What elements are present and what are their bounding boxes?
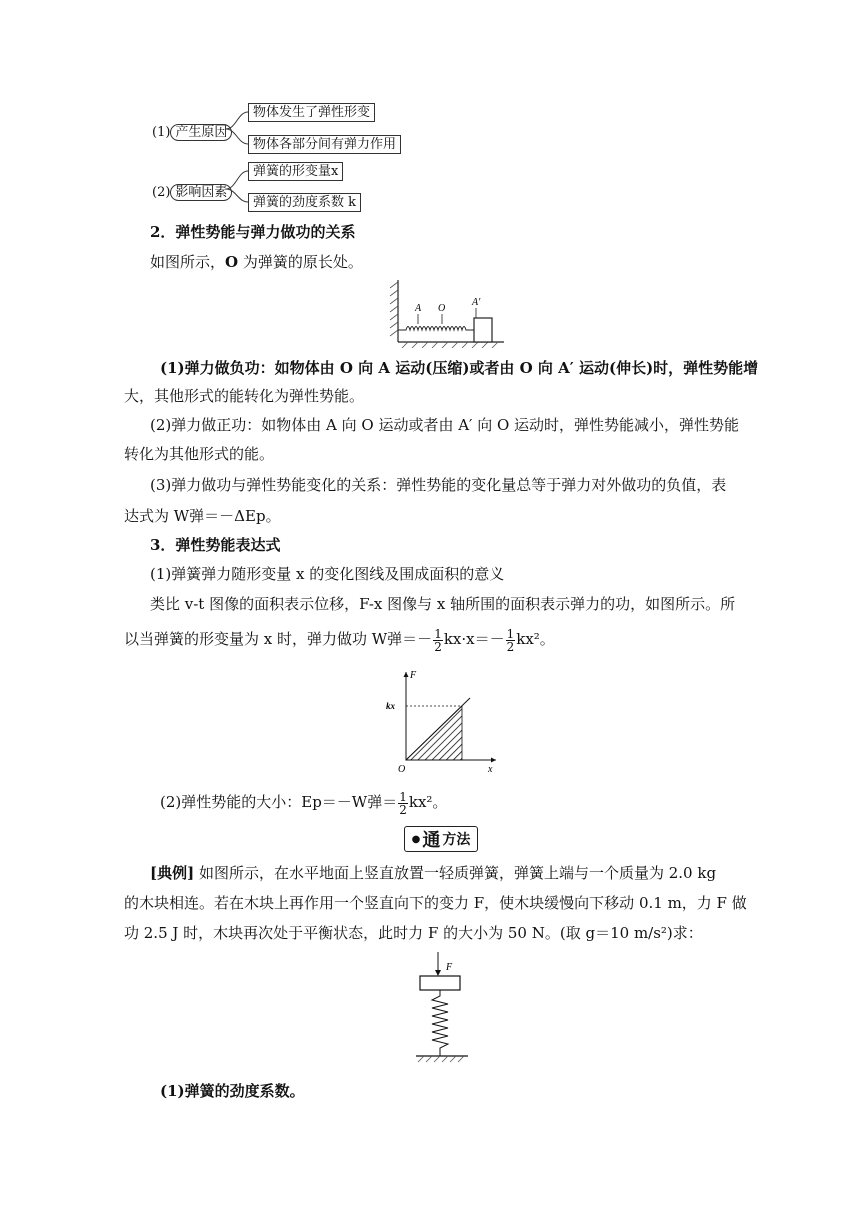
section3-sub1: (1)弹簧弹力随形变量 x 的变化图线及围成面积的意义 xyxy=(150,565,505,583)
line-text: kx·x＝－ xyxy=(443,630,505,648)
mindmap-connectors xyxy=(0,0,260,220)
section2-p2-line2: 转化为其他形式的能。 xyxy=(124,445,275,463)
fraction xyxy=(433,628,443,653)
mindmap-item2-prefix: (2) xyxy=(152,185,171,200)
method-badge xyxy=(404,826,478,852)
mindmap-item2-label: 影响因素 xyxy=(170,184,232,201)
intro-text: 如图所示， xyxy=(150,253,226,271)
fraction-numerator: 1 xyxy=(399,789,407,804)
line-text: (2)弹性势能的大小：Ep＝－W弹＝ xyxy=(160,793,398,811)
mindmap-box-4 xyxy=(248,193,361,212)
section2-p3-line1: (3)弹力做功与弹性势能变化的关系：弹性势能的变化量总等于弹力对外做功的负值，表 xyxy=(150,476,727,494)
mindmap-box-1 xyxy=(248,103,375,122)
f-x-graph xyxy=(384,666,504,778)
vertical-spring-figure xyxy=(412,950,472,1072)
intro-text: 为弹簧的原长处。 xyxy=(238,253,363,271)
mindmap-item1-label: 产生原因 xyxy=(170,124,232,141)
section2-p1-line2: 大，其他形式的能转化为弹性势能。 xyxy=(124,387,365,405)
section3-heading: 3．弹性势能表达式 xyxy=(150,536,281,554)
section3-p-line2 xyxy=(124,624,555,654)
mindmap-box-text: 物体发生了弹性形变 xyxy=(253,105,371,120)
section3-sub2 xyxy=(160,787,447,817)
section2-heading: 2．弹性势能与弹力做功的关系 xyxy=(150,223,356,241)
line-text: 以当弹簧的形变量为 x 时，弹力做功 W弹＝－ xyxy=(124,630,433,648)
line-text: kx²。 xyxy=(408,793,448,811)
mindmap-box-text: 弹簧的形变量x xyxy=(253,164,339,179)
example-line1 xyxy=(150,862,716,884)
section2-p1-line1: (1)弹力做负功：如物体由 O 向 A 运动(压缩)或者由 O 向 A′ 运动(伸长)时，弹性势能增 xyxy=(160,359,759,377)
fraction-denominator: 2 xyxy=(434,639,442,654)
mindmap-box-3 xyxy=(248,162,343,181)
fraction-numerator: 1 xyxy=(506,626,515,641)
graph-label-origin: O xyxy=(398,764,406,775)
fig-label-f: F xyxy=(446,962,453,973)
mindmap-box-text: 物体各部分间有弹力作用 xyxy=(253,137,397,152)
fig-label-o: O xyxy=(438,303,446,314)
fraction xyxy=(398,791,408,816)
example-line2: 的木块相连。若在木块上再作用一个竖直向下的变力 F，使木块缓慢向下移动 0.1 m，力 F 做 xyxy=(124,894,747,912)
section2-intro xyxy=(150,251,363,273)
fraction-numerator: 1 xyxy=(434,626,442,641)
graph-label-f: F xyxy=(410,670,417,681)
graph-label-kx: kx xyxy=(386,701,395,711)
badge-dot-icon: ● xyxy=(411,833,421,845)
section3-p-line1: 类比 v-t 图像的面积表示位移，F-x 图像与 x 轴所围的面积表示弹力的功，如图所示。所 xyxy=(150,595,736,613)
fig-label-a-prime: A′ xyxy=(472,297,481,308)
line-text: kx²。 xyxy=(516,630,555,648)
example-text: 如图所示，在水平地面上竖直放置一轻质弹簧，弹簧上端与一个质量为 2.0 kg xyxy=(194,864,717,882)
mindmap-item1-prefix: (1) xyxy=(152,125,171,140)
mindmap-box-text: 弹簧的劲度系数 k xyxy=(253,195,357,210)
fraction-denominator: 2 xyxy=(506,639,515,654)
section2-p3-line2: 达式为 W弹＝－ΔEp。 xyxy=(124,507,281,525)
fraction-denominator: 2 xyxy=(399,802,407,817)
mindmap-box-2 xyxy=(248,135,401,154)
fraction xyxy=(506,628,516,653)
example-question1: (1)弹簧的劲度系数。 xyxy=(160,1082,305,1100)
badge-big-char: 通 xyxy=(422,830,441,851)
horizontal-spring-figure xyxy=(388,278,508,348)
fig-label-a: A xyxy=(415,303,422,314)
section2-p2-line1: (2)弹力做正功：如物体由 A 向 O 运动或者由 A′ 向 O 运动时，弹性势能减小，弹性势能 xyxy=(150,416,740,434)
badge-label: 方法 xyxy=(442,832,471,848)
example-tag: [典例] xyxy=(150,864,195,882)
intro-o: O xyxy=(225,253,239,271)
example-line3: 功 2.5 J 时，木块再次处于平衡状态，此时力 F 的大小为 50 N。(取 g＝10 m/s²)求： xyxy=(124,924,703,942)
graph-label-x: x xyxy=(488,764,493,775)
